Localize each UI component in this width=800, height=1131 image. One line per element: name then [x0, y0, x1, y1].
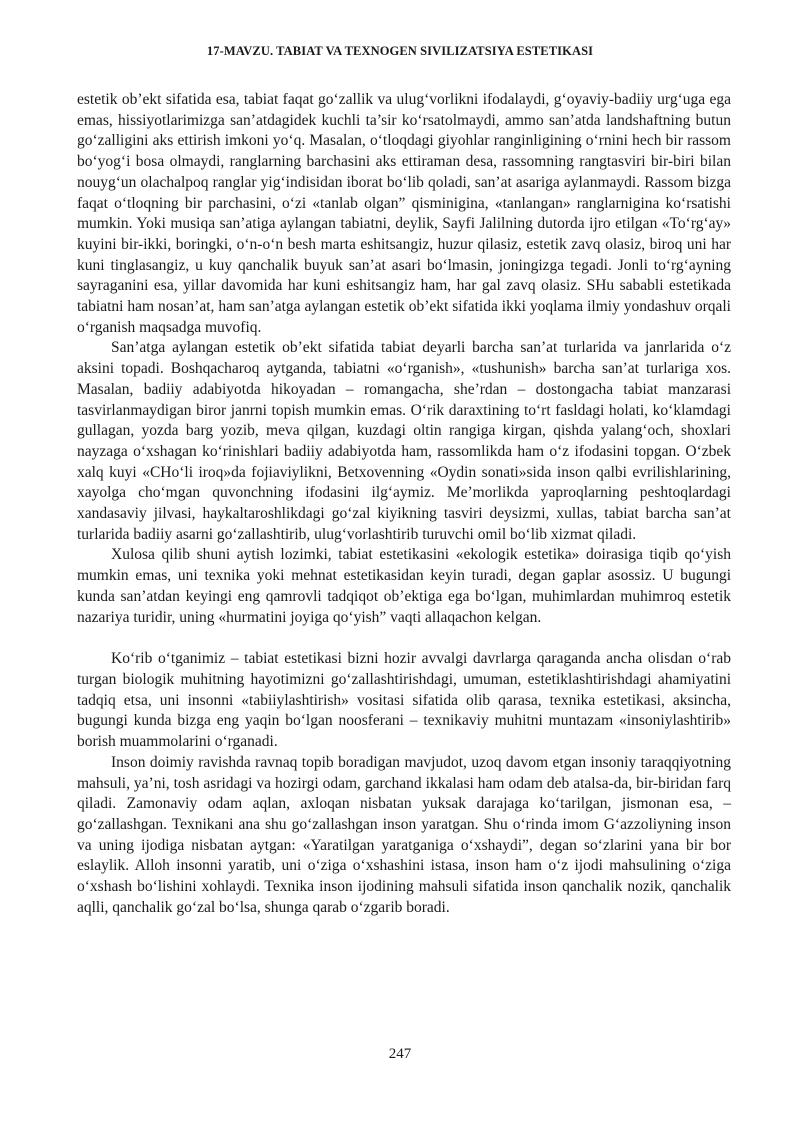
body-text: [77, 90, 731, 918]
paragraph-2: San’atga aylangan estetik ob’ekt sifatida tabiat deyarli barcha san’at turlarida va janrlarida o‘z aksini topadi. Boshqacharoq aytganda, tabiatni «o‘rganish», «tushunish» barcha san’at turlariga xos. Masalan, badiiy adabiyotda hikoyadan – romangacha, she’rdan – dostongacha tabiat manzarasi tasvirlanmaydigan biror janrni topish mumkin emas. O‘rik daraxtining to‘rt fasldagi holati, ko‘klamdagi gullagan, yozda barg yozib, meva qilgan, kuzdagi oltin rangiga kirgan, qishda yalang‘och, shoxlari nayzaga o‘xshagan ko‘rinishlari badiiy adabiyotda ham, rassomlikda ham o‘z ifodasini topgan. O‘zbek xalq kuyi «CHo‘li iroq»da fojiaviylikni, Betxovenning «Oydin sonati»sida inson qalbi evrilishlarining, xayolga cho‘mgan quvonchning ifodasini ilg‘aymiz. Me’morlikda yaproqlarning peshtoqlardagi xandasaviy jilvasi, haykaltaroshlikdagi go‘zal kiyikning tasviri deysizmi, xullas, tabiat barcha san’at turlarida badiiy asarni go‘zallashtirib, ulug‘vorlashtirib turuvchi omil bo‘lib xizmat qiladi.: [77, 339, 731, 543]
paragraph-1: estetik ob’ekt sifatida esa, tabiat faqat go‘zallik va ulug‘vorlikni ifodalaydi, g‘oyaviy-badiiy urg‘uga ega emas, hissiyotlarimizga san’atdagidek kuchli ta’sir ko‘rsatolmaydi, ammo san’atda landshaftning butun go‘zalligini aks ettirish imkoni yo‘q. Masalan, o‘tloqdagi giyohlar ranginligining o‘rnini hech bir rassom bo‘yog‘i bosa olmaydi, ranglarning barchasini aks ettiraman desa, rassomning rangtasviri bir-biri bilan nouyg‘un olachalpoq ranglar yig‘indisidan iborat bo‘lib qoladi, san’at asariga aylanmaydi. Rassom bizga faqat o‘tloqning bir parchasini, o‘zi «tanlab olgan” qisminigina, «tanlangan» ranglarnigina ko‘rsatishi mumkin. Yoki musiqa san’atiga aylangan tabiatni, deylik, Sayfi Jalilning dutorda ijro etilgan «To‘rg‘ay» kuyini bir-ikki, boringki, o‘n-o‘n besh marta eshitsangiz, huzur qilasiz, estetik zavq olasiz, biroq uni har kuni tinglasangiz, u kuy qanchalik buyuk san’at asari bo‘lmasin, joningizga tegadi. Jonli to‘rg‘ayning sayraganini esa, yillar davomida har kuni eshitsangiz ham, har gal zavq olasiz. SHu sababli estetikada tabiatni ham nosan’at, ham san’atga aylangan estetik ob’ekt sifatida ikki yoqlama ilmiy yondashuv orqali o‘rganish maqsadga muvofiq.: [77, 91, 731, 336]
paragraph-5: Inson doimiy ravishda ravnaq topib boradigan mavjudot, uzoq davom etgan insoniy taraqqiyotning mahsuli, ya’ni, tosh asridagi va hozirgi odam, garchand ikkalasi ham odam deb atalsa-da, bir-biridan farq qiladi. Zamonaviy odam aqlan, axloqan nisbatan yuksak darajaga ko‘tarilgan, jismonan esa, – go‘zallashgan. Texnikani ana shu go‘zallashgan inson yaratgan. Shu o‘rinda imom G‘azzoliyning inson va uning ijodiga nisbatan aytgan: «Yaratilgan yaratganiga o‘xshaydi”, degan so‘zlarini yana bir bor eslaylik. Alloh insonni yaratib, uni o‘ziga o‘xshashini istasa, inson ham o‘z ijodi mahsulining o‘ziga o‘xshash bo‘lishini xohlaydi. Texnika inson ijodining mahsuli sifatida inson qanchalik nozik, qanchalik aqlli, qanchalik go‘zal bo‘lsa, shunga qarab o‘zgarib boradi.: [77, 753, 731, 916]
paragraph-4: Ko‘rib o‘tganimiz – tabiat estetikasi bizni hozir avvalgi davrlarga qaraganda ancha olisdan o‘rab turgan biologik muhitning hayotimizni go‘zallashtirishdagi, umuman, estetiklashtirishdagi ahamiyatini tadqiq etsa, uni insonni «tabiiylashtirish» vositasi sifatida olib qarasa, texnika estetikasi, aksincha, bugungi kunda bizga eng yaqin bo‘lgan noosferani – texnikaviy muhitni muntazam «insoniylashtirib» borish muammolarini o‘rganadi.: [77, 650, 731, 751]
page-number: 247: [388, 1046, 412, 1062]
running-header: 17-MAVZU. TABIAT VA TEXNOGEN SIVILIZATSIYA ESTETIKASI: [206, 44, 594, 58]
paragraph-3: Xulosa qilib shuni aytish lozimki, tabiat estetikasini «ekologik estetika» doirasiga tiqib qo‘yish mumkin emas, uni texnika yoki mehnat estetikasidan keyin turadi, degan gaplar asossiz. U bugungi kunda san’atdan keyingi eng qamrovli tadqiqot ob’ektiga ega bo‘lgan, muhimlardan muhimroq estetik nazariya turidir, uning «hurmatini joyiga qo‘yish” vaqti allaqachon kelgan.: [77, 546, 731, 626]
